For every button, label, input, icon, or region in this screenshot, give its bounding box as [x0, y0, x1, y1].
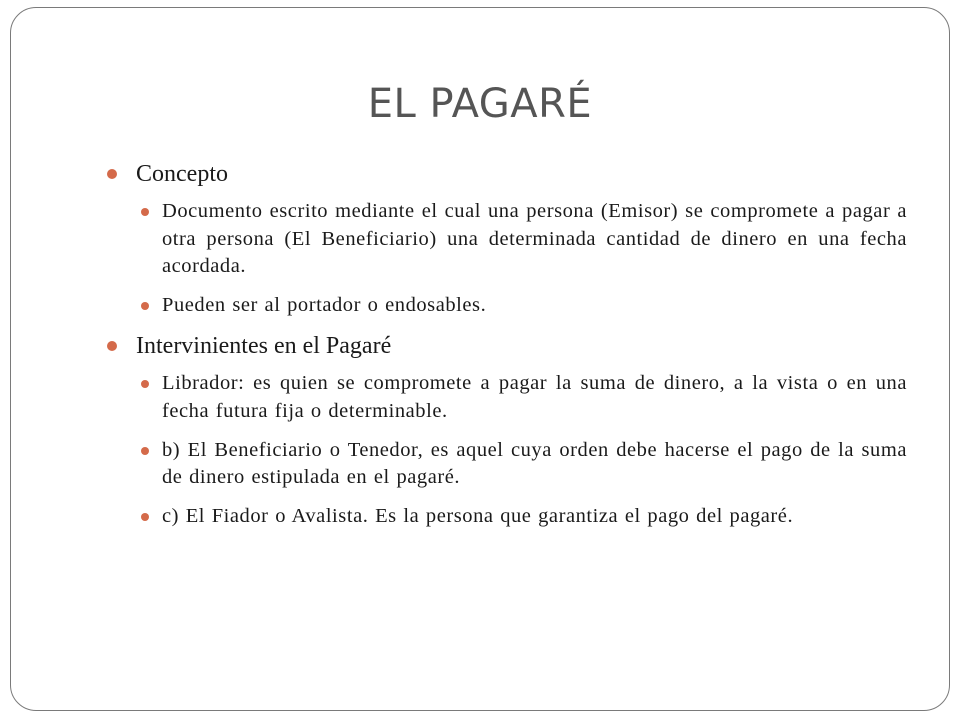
bullet-icon [107, 169, 117, 179]
slide-content [107, 158, 907, 530]
list-item [141, 437, 907, 492]
bullet-icon [141, 302, 149, 310]
bullet-icon [141, 208, 149, 216]
list-item [141, 503, 907, 531]
bullet-icon [141, 447, 149, 455]
list-item-text: Pueden ser al portador o endosables. [162, 293, 487, 316]
bullet-icon [141, 380, 149, 388]
section-concepto [107, 158, 907, 319]
list-item [141, 370, 907, 425]
list-item-text: Librador: es quien se compromete a pagar la suma de dinero, a la vista o en una fecha futura fija o determinable. [162, 372, 907, 422]
sub-bullet-list [107, 370, 907, 530]
list-item-text: Documento escrito mediante el cual una persona (Emisor) se compromete a pagar a otra persona (El Beneficiario) una determinada cantidad de dinero en una fecha acordada. [162, 200, 907, 278]
list-item-text: b) El Beneficiario o Tenedor, es aquel cuya orden debe hacerse el pago de la suma de dinero estipulada en el pagaré. [162, 438, 907, 489]
section-intervinientes [107, 330, 907, 530]
section-heading [107, 330, 907, 362]
section-heading-text: Concepto [136, 161, 228, 187]
sub-bullet-list [107, 198, 907, 319]
list-item [141, 292, 907, 320]
section-heading [107, 158, 907, 190]
slide-title: EL PAGARÉ [367, 81, 593, 127]
list-item-text: c) El Fiador o Avalista. Es la persona que garantiza el pago del pagaré. [162, 504, 794, 527]
section-heading-text: Intervinientes en el Pagaré [136, 333, 392, 360]
bullet-icon [141, 513, 149, 521]
bullet-icon [107, 341, 117, 351]
list-item [141, 198, 907, 281]
